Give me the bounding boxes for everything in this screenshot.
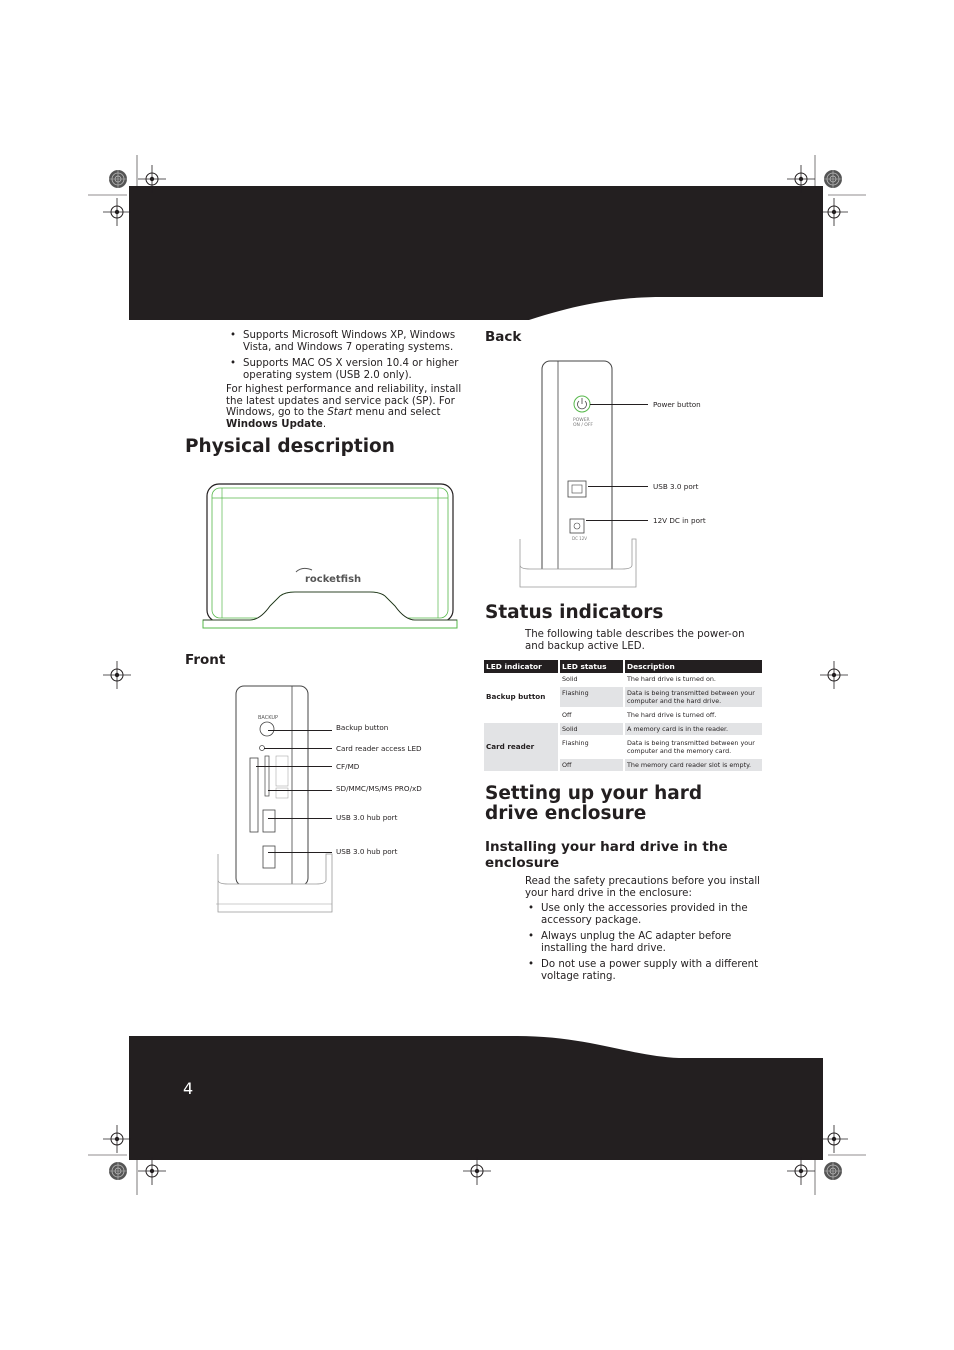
callout-line: [268, 818, 332, 819]
table-row: [484, 673, 763, 686]
power-label: POWER: [573, 418, 590, 423]
callout-backup-button: Backup button: [336, 723, 389, 732]
column-header: LED indicator: [484, 660, 559, 673]
status-cell: Off: [559, 758, 624, 772]
list-item: • Supports Microsoft Windows XP, Windows Vista, and Windows 7 operating systems.: [227, 330, 467, 353]
intro-bullets: [227, 330, 467, 386]
status-cell: Flashing: [559, 686, 624, 708]
table-header-row: [484, 660, 763, 673]
status-cell: Flashing: [559, 736, 624, 758]
front-heading: Front: [185, 652, 226, 668]
list-item: • Use only the accessories provided in the accessory package.: [525, 903, 765, 926]
intro-paragraph: For highest performance and reliability, install the latest updates and service pack (SP). For Windows, go to the Start menu and select Windows Update.: [226, 384, 462, 430]
column-header: LED status: [559, 660, 624, 673]
status-cell: Off: [559, 708, 624, 722]
callout-usb-port: USB 3.0 port: [653, 482, 699, 491]
list-item: • Always unplug the AC adapter before installing the hard drive.: [525, 931, 765, 954]
callout-sd-slot: SD/MMC/MS/MS PRO/xD: [336, 784, 422, 793]
description-cell: Data is being transmitted between your computer and the memory card.: [624, 736, 763, 758]
callout-power-button: Power button: [653, 400, 701, 409]
callout-usb-hub-port-1: USB 3.0 hub port: [336, 813, 398, 822]
install-subheading: Installing your hard drive in the enclosure: [485, 839, 728, 871]
callout-cf-md: CF/MD: [336, 762, 360, 771]
setup-heading: Setting up your hard drive enclosure: [485, 783, 703, 824]
callout-line: [586, 520, 648, 521]
callout-line: [268, 852, 332, 853]
callout-line: [268, 790, 332, 791]
description-cell: The hard drive is turned off.: [624, 708, 763, 722]
description-cell: The memory card reader slot is empty.: [624, 758, 763, 772]
list-item: • Supports MAC OS X version 10.4 or higher operating system (USB 2.0 only).: [227, 358, 467, 381]
callout-line: [256, 766, 332, 767]
on-off-label: ON / OFF: [573, 423, 594, 428]
device-back-image: [518, 359, 638, 589]
callout-line: [590, 404, 648, 405]
description-cell: A memory card is in the reader.: [624, 722, 763, 736]
description-cell: Data is being transmitted between your computer and the hard drive.: [624, 686, 763, 708]
table-row: [484, 722, 763, 736]
status-intro: The following table describes the power-on and backup active LED.: [525, 629, 745, 652]
dc-label: DC 12V: [572, 536, 587, 541]
callout-line: [264, 748, 332, 749]
device-front-image: [216, 684, 336, 914]
description-cell: The hard drive is turned on.: [624, 673, 763, 686]
callout-line: [268, 730, 332, 731]
setup-intro: Read the safety precautions before you install your hard drive in the enclosure:: [525, 876, 760, 899]
callout-dc-port: 12V DC in port: [653, 516, 706, 525]
device-side-view-image: [200, 478, 460, 633]
list-item: • Do not use a power supply with a different voltage rating.: [525, 959, 765, 982]
backup-label: BACKUP: [258, 715, 279, 721]
logo-text: rocketfish: [305, 574, 362, 585]
status-cell: Solid: [559, 722, 624, 736]
page-number: 4: [183, 1079, 194, 1098]
physical-description-heading: Physical description: [185, 436, 395, 457]
setup-bullets: [525, 903, 765, 987]
back-heading: Back: [485, 329, 522, 345]
indicator-cell: Backup button: [484, 673, 559, 722]
callout-usb-hub-port-2: USB 3.0 hub port: [336, 847, 398, 856]
status-table: [484, 660, 764, 773]
indicator-cell: Card reader: [484, 722, 559, 772]
callout-card-reader-led: Card reader access LED: [336, 744, 422, 753]
status-indicators-heading: Status indicators: [485, 602, 664, 623]
status-cell: Solid: [559, 673, 624, 686]
column-header: Description: [624, 660, 763, 673]
callout-line: [588, 486, 648, 487]
